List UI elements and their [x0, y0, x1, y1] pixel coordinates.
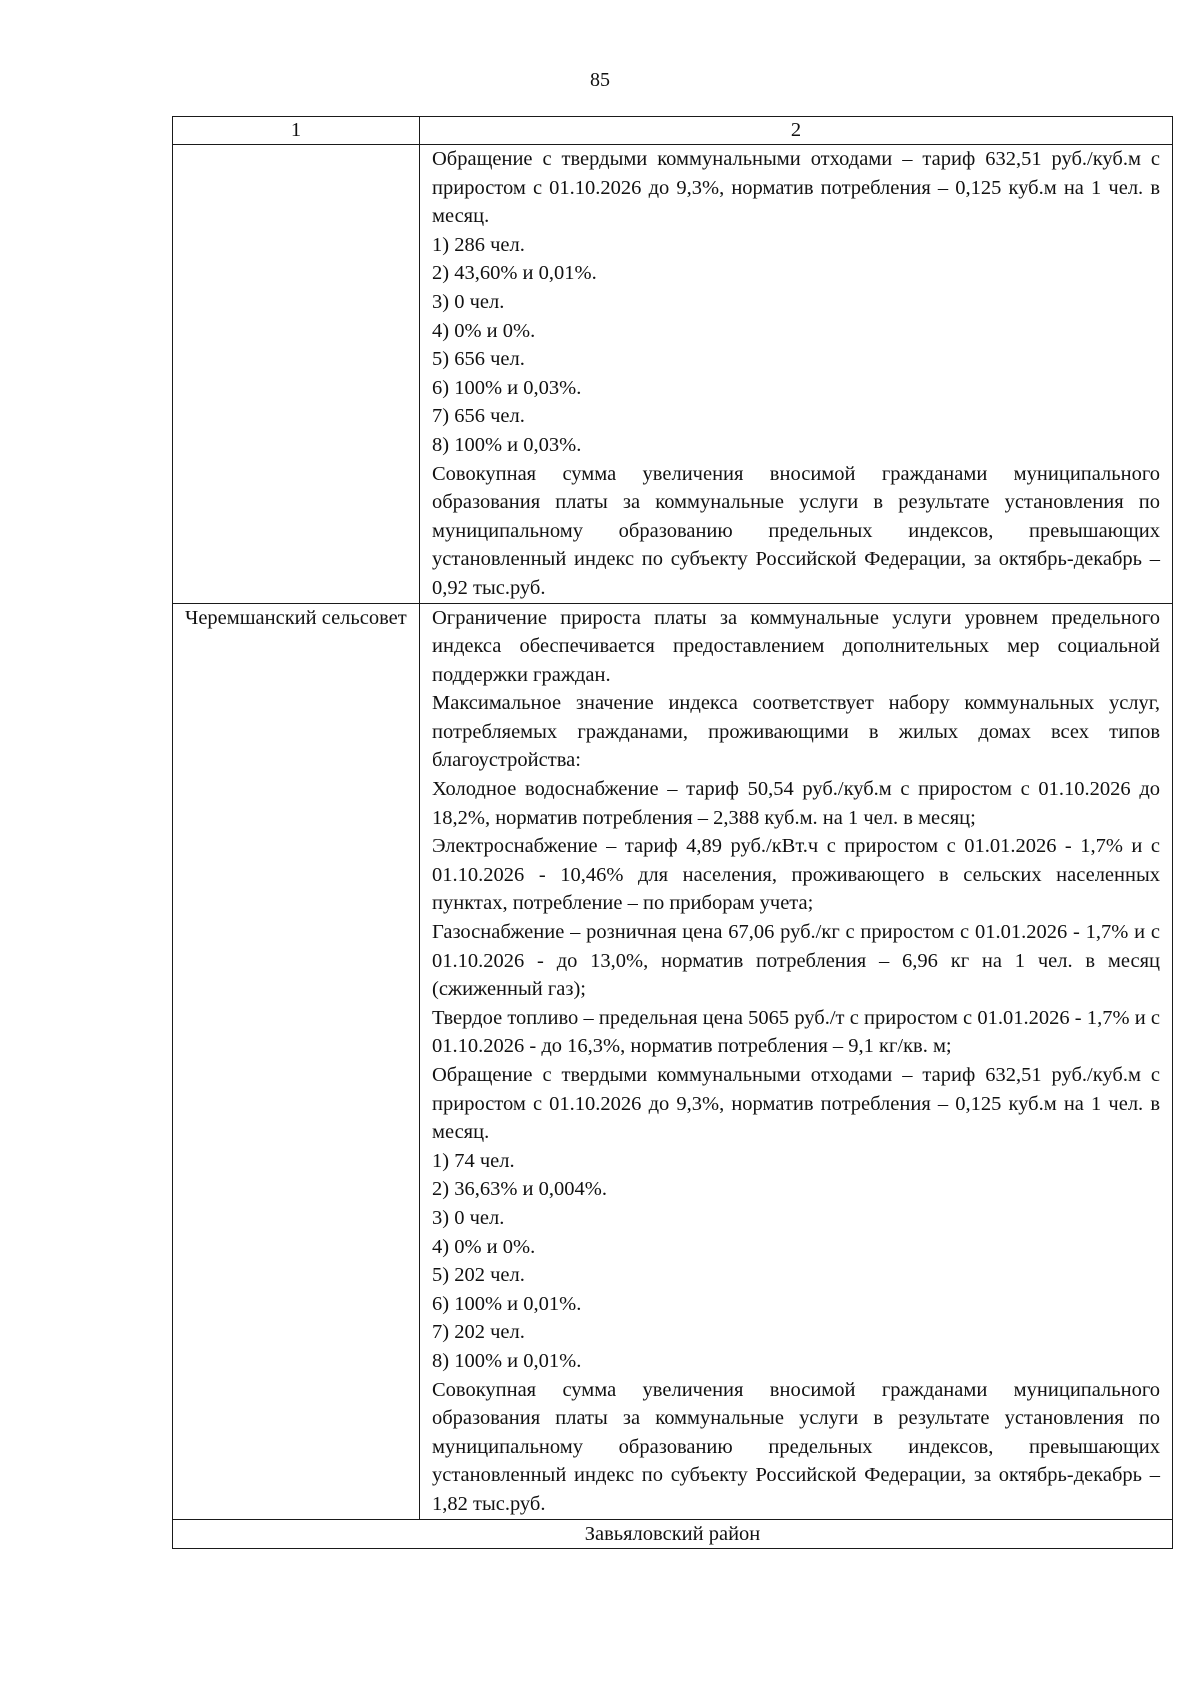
paragraph: Газоснабжение – розничная цена 67,06 руб./кг с приростом с 01.01.2026 - 1,7% и с 01.10.2026 - до 13,0%, норматив потребления – 6,96 кг на 1 чел. в месяц (сжиженный газ); [432, 921, 1160, 1001]
district-row [173, 1519, 1173, 1548]
list-item: 4) 0% и 0%. [432, 1235, 536, 1258]
list-item: 6) 100% и 0,01%. [432, 1292, 582, 1315]
list-item: 7) 202 чел. [432, 1321, 525, 1344]
table-header-row [173, 117, 1173, 145]
summary-paragraph: Совокупная сумма увеличения вносимой гражданами муниципального образования платы за коммунальные услуги в результате установления по муниципальному образованию предельных индексов, превышающих установленный индекс по субъекту Российской Федерации, за октябрь-декабрь – 0,92 тыс.руб. [432, 462, 1160, 599]
list-item: 7) 656 чел. [432, 405, 525, 428]
municipality-cell: Черемшанский сельсовет [173, 603, 420, 1519]
list-item: 1) 286 чел. [432, 233, 525, 256]
description-cell [420, 603, 1173, 1519]
page-number: 85 [590, 69, 610, 91]
paragraph: Твердое топливо – предельная цена 5065 руб./т с приростом с 01.01.2026 - 1,7% и с 01.10.2026 - до 16,3%, норматив потребления – 9,1 кг/кв. м; [432, 1006, 1160, 1058]
paragraph: Обращение с твердыми коммунальными отходами – тариф 632,51 руб./куб.м с приростом с 01.10.2026 до 9,3%, норматив потребления – 0,125 куб.м на 1 чел. в месяц. [432, 148, 1160, 228]
district-name: Завьяловский район [173, 1519, 1173, 1548]
column-header-1: 1 [173, 117, 420, 145]
list-item: 3) 0 чел. [432, 1206, 505, 1229]
list-item: 3) 0 чел. [432, 290, 505, 313]
paragraph: Обращение с твердыми коммунальными отходами – тариф 632,51 руб./куб.м с приростом с 01.10.2026 до 9,3%, норматив потребления – 0,125 куб.м на 1 чел. в месяц. [432, 1064, 1160, 1144]
document-table [172, 116, 1173, 1549]
list-item: 5) 202 чел. [432, 1264, 525, 1287]
paragraph: Электроснабжение – тариф 4,89 руб./кВт.ч с приростом с 01.01.2026 - 1,7% и с 01.10.2026 - 10,46% для населения, проживающего в сельских населенных пунктах, потребление – по приборам учета; [432, 835, 1160, 915]
list-item: 6) 100% и 0,03%. [432, 376, 582, 399]
list-item: 2) 36,63% и 0,004%. [432, 1178, 607, 1201]
list-item: 8) 100% и 0,03%. [432, 433, 582, 456]
summary-paragraph: Совокупная сумма увеличения вносимой гражданами муниципального образования платы за коммунальные услуги в результате установления по муниципальному образованию предельных индексов, превышающих установленный индекс по субъекту Российской Федерации, за октябрь-декабрь – 1,82 тыс.руб. [432, 1378, 1160, 1515]
list-item: 1) 74 чел. [432, 1149, 515, 1172]
list-item: 2) 43,60% и 0,01%. [432, 262, 597, 285]
table-row [173, 145, 1173, 604]
list-item: 5) 656 чел. [432, 348, 525, 371]
paragraph: Холодное водоснабжение – тариф 50,54 руб./куб.м с приростом с 01.10.2026 до 18,2%, норматив потребления – 2,388 куб.м. на 1 чел. в месяц; [432, 778, 1160, 829]
paragraph: Ограничение прироста платы за коммунальные услуги уровнем предельного индекса обеспечивается предоставлением дополнительных мер социальной поддержки граждан. [432, 606, 1160, 686]
table-row [173, 603, 1173, 1519]
column-header-2: 2 [420, 117, 1173, 145]
municipality-cell [173, 145, 420, 604]
list-item: 8) 100% и 0,01%. [432, 1349, 582, 1372]
paragraph: Максимальное значение индекса соответствует набору коммунальных услуг, потребляемых гражданами, проживающими в жилых домах всех типов благоустройства: [432, 692, 1160, 772]
list-item: 4) 0% и 0%. [432, 319, 536, 342]
description-cell [420, 145, 1173, 604]
